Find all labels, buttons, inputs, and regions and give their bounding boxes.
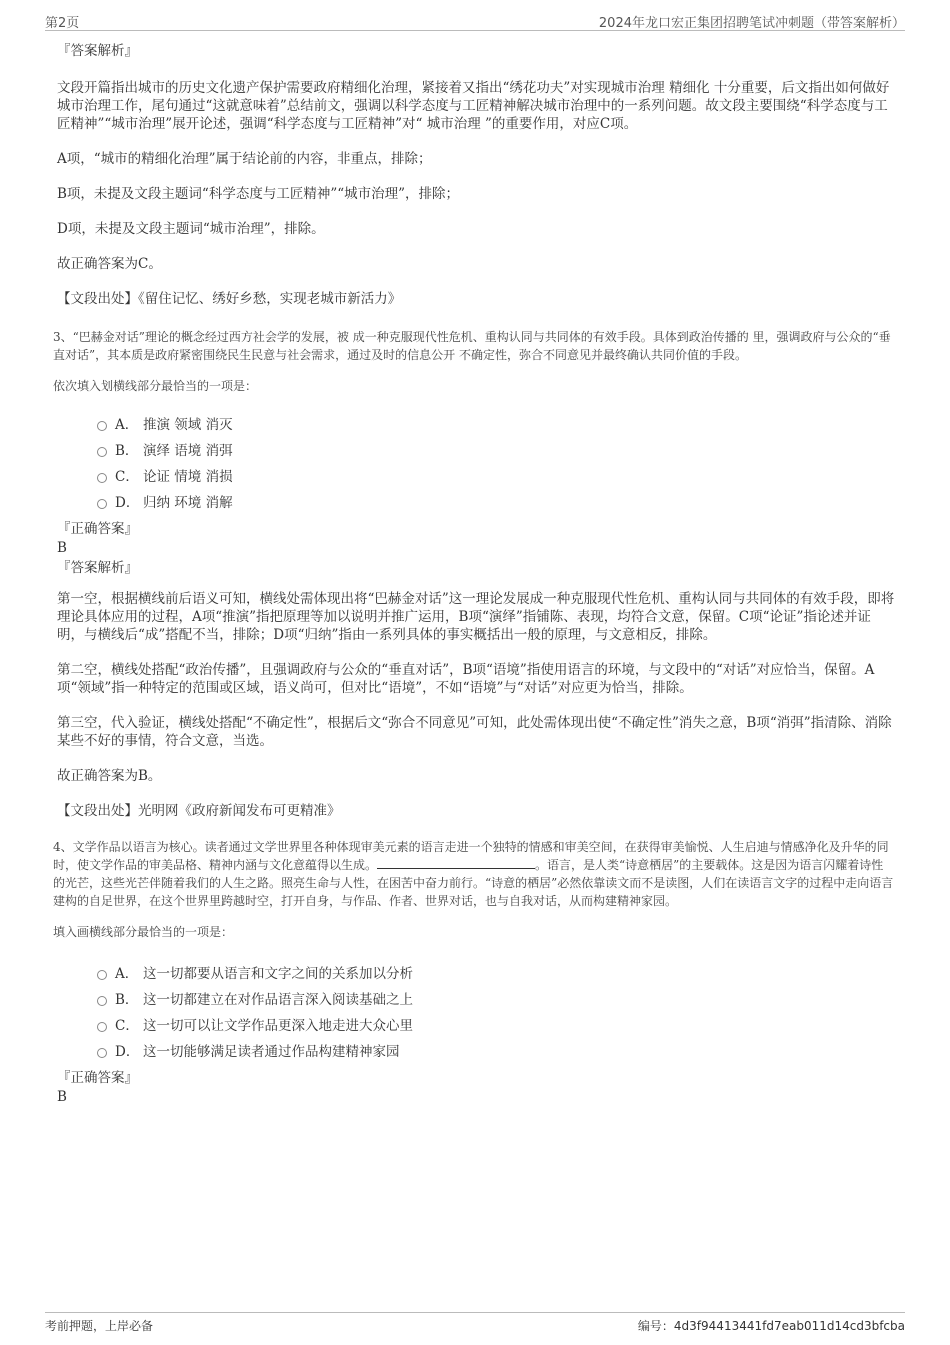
source-citation: 【文段出处】《留住记忆、绣好乡愁，实现老城市新活力》: [57, 291, 402, 307]
radio-icon[interactable]: [97, 499, 107, 509]
option-d[interactable]: [97, 1039, 895, 1065]
question-4-prompt: 填入画横线部分最恰当的一项是：: [53, 925, 234, 939]
analysis-paragraph-2: 第二空，横线处搭配“政治传播”，且强调政府与公众的“垂直对话”，B项“语境”指使用语言的环境，与文段中的“对话”对应恰当，保留。A项“领域”指一种特定的范围或区域，语义尚可，但对比“语境”，不如“语境”与“对话”对应更为恰当，排除。: [57, 662, 875, 696]
option-letter: C．: [115, 469, 139, 485]
radio-icon[interactable]: [97, 1048, 107, 1058]
question-4-stem: [53, 838, 895, 910]
analysis-label: 『答案解析』: [57, 43, 138, 59]
analysis-conclusion: 故正确答案为C。: [57, 256, 162, 272]
option-c[interactable]: [97, 464, 895, 490]
option-text: 推演 领域 消灭: [143, 417, 233, 433]
document-serial: 编号：4d3f94413441fd7eab011d14cd3bfcba: [637, 1319, 905, 1333]
option-text: 论证 情境 消损: [143, 469, 233, 485]
radio-icon[interactable]: [97, 1022, 107, 1032]
document-body: [53, 42, 895, 1107]
fill-in-blank: [377, 856, 535, 869]
option-letter: C．: [115, 1018, 139, 1034]
radio-icon[interactable]: [97, 447, 107, 457]
option-letter: A．: [115, 417, 139, 433]
question-4-stem-after: 。语言，是人类“诗意栖居”的主要载体。这是因为语言闪耀着诗性的光芒，这些光芒伴随着我们的人生之路。照亮生命与人性，在困苦中奋力前行。“诗意的栖居”必然依靠读文而不是读图，人们在读语言文字的过程中走向语言建构的自足世界，在这个世界里跨越时空，打开自身，与作品、作者、世界对话，也与自我对话，从而构建精神家园。: [53, 858, 894, 908]
option-letter: D．: [115, 1044, 140, 1060]
analysis-option-a: A项，“城市的精细化治理”属于结论前的内容，非重点，排除；: [57, 151, 432, 167]
option-text: 这一切可以让文学作品更深入地走进大众心里: [143, 1018, 413, 1034]
option-text: 这一切能够满足读者通过作品构建精神家园: [143, 1044, 400, 1060]
option-letter: A．: [115, 966, 139, 982]
analysis-option-b: B项，未提及文段主题词“科学态度与工匠精神”“城市治理”，排除；: [57, 186, 460, 202]
option-text: 归纳 环境 消解: [143, 495, 233, 511]
option-letter: B．: [115, 443, 139, 459]
option-letter: D．: [115, 495, 140, 511]
question-4-stem-before: 4、文学作品以语言为核心。读者通过文学世界里各种体现审美元素的语言走进一个独特的情感和审美空间，在获得审美愉悦、人生启迪与情感净化及升华的同时，使文学作品的审美品格、精神内涵与文化意蕴得以生成。: [53, 840, 889, 872]
document-title: 2024年龙口宏正集团招聘笔试冲刺题（带答案解析）: [598, 16, 905, 31]
question-4-options: [57, 961, 895, 1065]
question-3-options: [57, 412, 895, 516]
analysis-text: 文段开篇指出城市的历史文化遗产保护需要政府精细化治理，紧接着又指出“绣花功夫”对实现城市治理 精细化 十分重要，后文指出如何做好城市治理工作，尾句通过“这就意味着”总结前文，强调以科学态度与工匠精神解决城市治理中的一系列问题。故文段主要围绕“科学态度与工匠精神”“城市治理”展开论述，强调“科学态度与工匠精神”对“ 城市治理 ”的重要作用，对应C项。: [57, 80, 890, 132]
option-c[interactable]: [97, 1013, 895, 1039]
question-3-stem: 3、“巴赫金对话”理论的概念经过西方社会学的发展，被 成一种克服现代性危机、重构认同与共同体的有效手段。具体到政治传播的 里，强调政府与公众的“垂直对话”，其本质是政府紧密围绕民生民意与社会需求，通过及时的信息公开 不确定性，弥合不同意见并最终确认共同价值的手段。: [53, 330, 891, 362]
correct-answer-label: 『正确答案』: [57, 1070, 138, 1086]
radio-icon[interactable]: [97, 473, 107, 483]
source-citation: 【文段出处】光明网《政府新闻发布可更精准》: [57, 803, 341, 819]
option-b[interactable]: [97, 987, 895, 1013]
option-a[interactable]: [97, 961, 895, 987]
option-text: 演绎 语境 消弭: [143, 443, 233, 459]
footer-slogan: 考前押题，上岸必备: [45, 1319, 154, 1333]
analysis-paragraph-3: 第三空，代入验证，横线处搭配“不确定性”，根据后文“弥合不同意见”可知，此处需体现出使“不确定性”消失之意，B项“消弭”指清除、消除某些不好的事情，符合文意，当选。: [57, 715, 892, 749]
page-number: 第2页: [45, 16, 80, 31]
correct-answer-label: 『正确答案』: [57, 521, 138, 537]
option-b[interactable]: [97, 438, 895, 464]
analysis-option-d: D项，未提及文段主题词“城市治理”，排除。: [57, 221, 325, 237]
option-text: 这一切都要从语言和文字之间的关系加以分析: [143, 966, 413, 982]
option-a[interactable]: [97, 412, 895, 438]
option-letter: B．: [115, 992, 139, 1008]
analysis-label: 『答案解析』: [57, 560, 138, 576]
page-header: [45, 8, 905, 31]
correct-answer: B: [57, 1089, 67, 1105]
radio-icon[interactable]: [97, 996, 107, 1006]
radio-icon[interactable]: [97, 970, 107, 980]
correct-answer: B: [57, 540, 67, 556]
option-text: 这一切都建立在对作品语言深入阅读基础之上: [143, 992, 413, 1008]
page-footer: [45, 1312, 905, 1337]
option-d[interactable]: [97, 490, 895, 516]
analysis-conclusion: 故正确答案为B。: [57, 768, 162, 784]
radio-icon[interactable]: [97, 421, 107, 431]
analysis-paragraph-1: 第一空，根据横线前后语义可知，横线处需体现出将“巴赫金对话”这一理论发展成一种克服现代性危机、重构认同与共同体的有效手段，即将理论具体应用的过程，A项“推演”指把原理等加以说明并推广运用，B项“演绎”指铺陈、表现，均符合文意，保留。C项“论证”指论述并证明，与横线后“成”搭配不当，排除；D项“归纳”指由一系列具体的事实概括出一般的原理，与文意相反，排除。: [57, 591, 895, 643]
question-3-prompt: 依次填入划横线部分最恰当的一项是：: [53, 379, 258, 393]
